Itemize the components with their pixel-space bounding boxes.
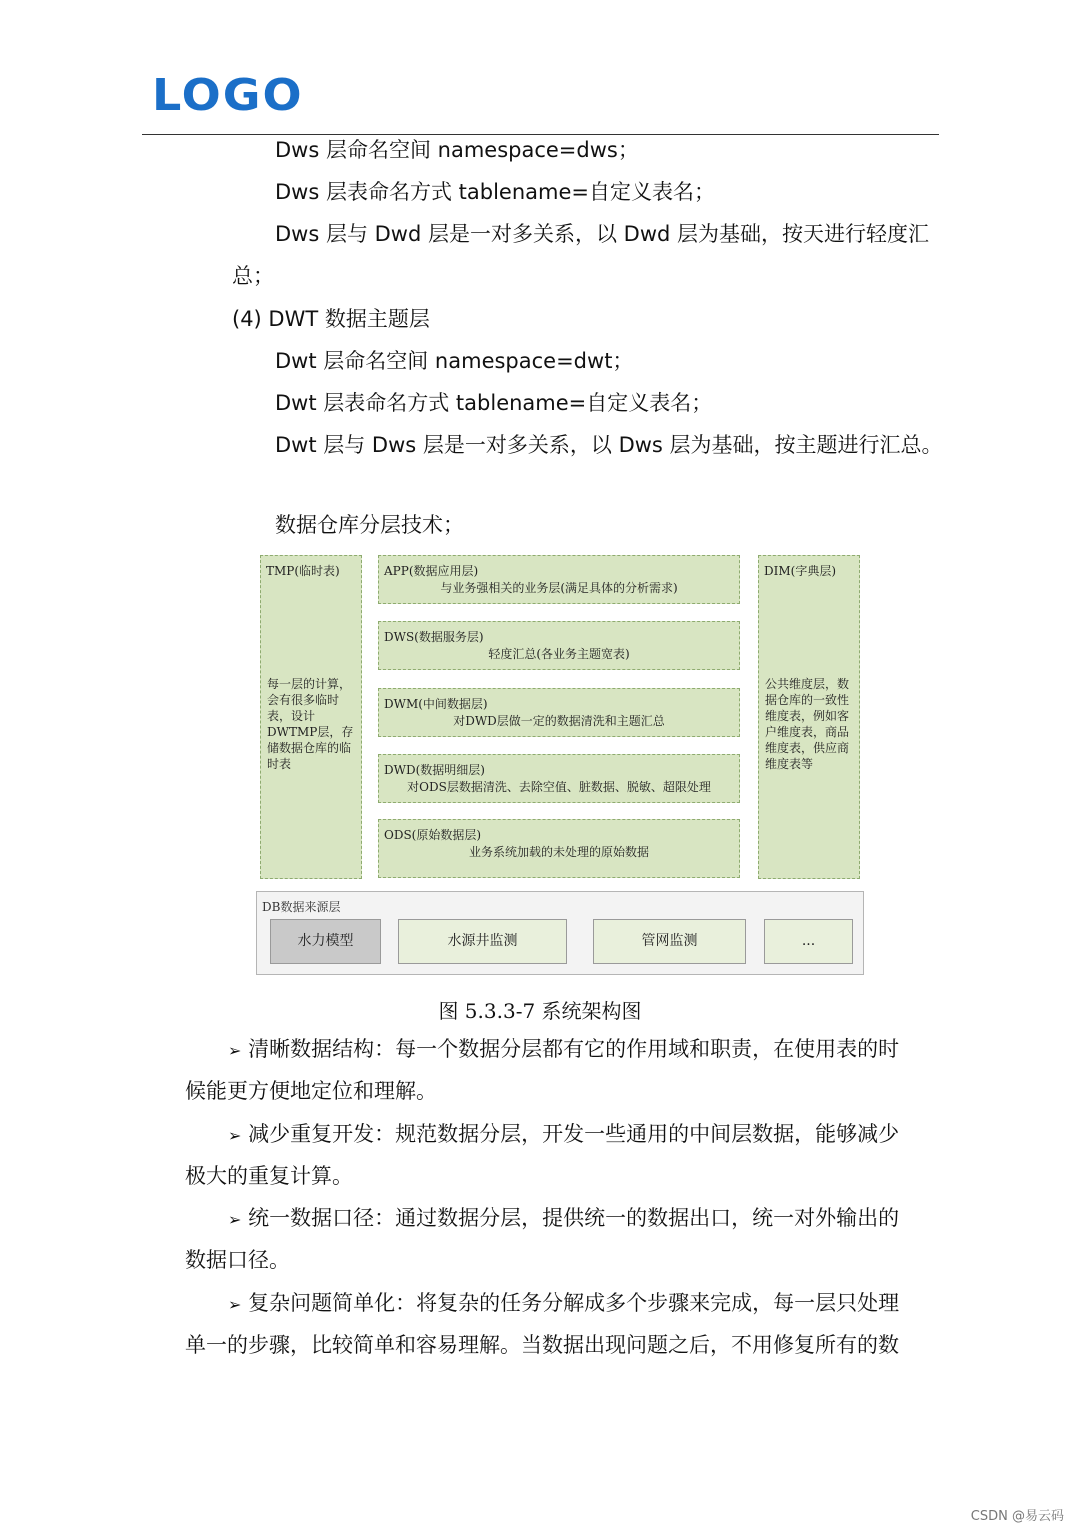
text-line: 总； bbox=[232, 264, 274, 288]
bullet-continuation: 单一的步骤，比较简单和容易理解。当数据出现问题之后，不用修复所有的数 bbox=[185, 1333, 899, 1357]
bullet-continuation: 极大的重复计算。 bbox=[185, 1164, 353, 1188]
layer-title: DWS(数据服务层) bbox=[384, 630, 484, 644]
bullet-arrow-icon: ➢ bbox=[228, 1041, 242, 1060]
bullet-arrow-icon: ➢ bbox=[228, 1210, 242, 1229]
dwd-layer-box bbox=[378, 754, 740, 803]
bullet-item bbox=[228, 1208, 899, 1229]
bullet-arrow-icon: ➢ bbox=[228, 1295, 242, 1314]
layer-title: DWM(中间数据层) bbox=[384, 697, 488, 711]
watermark: CSDN @易云码 bbox=[970, 1509, 1064, 1524]
tmp-layer-box bbox=[260, 555, 362, 879]
ods-layer-box bbox=[378, 819, 740, 878]
bullet-continuation: 数据口径。 bbox=[185, 1248, 290, 1272]
tmp-layer-title: TMP(临时表) bbox=[266, 564, 340, 578]
bullet-item bbox=[228, 1124, 899, 1145]
layer-desc: 与业务强相关的业务层(满足具体的分析需求) bbox=[440, 581, 678, 595]
text-line: Dws 层命名空间 namespace=dws； bbox=[275, 138, 639, 162]
dwm-layer-box bbox=[378, 688, 740, 737]
logo: LOGO bbox=[152, 69, 304, 121]
tmp-layer-body: 每一层的计算，会有很多临时表，设计DWTMP层，存储数据仓库的临时表 bbox=[267, 677, 354, 771]
section-heading: (4) DWT 数据主题层 bbox=[232, 307, 430, 331]
text-line: Dwt 层命名空间 namespace=dwt； bbox=[275, 349, 634, 373]
source-hydraulic-model: 水力模型 bbox=[270, 919, 381, 964]
text-line: Dws 层表命名方式 tablename=自定义表名； bbox=[275, 180, 715, 204]
text-line: Dws 层与 Dwd 层是一对多关系，以 Dwd 层为基础，按天进行轻度汇 bbox=[275, 222, 930, 246]
bullet-item bbox=[228, 1039, 899, 1060]
layer-title: DWD(数据明细层) bbox=[384, 763, 485, 777]
layer-desc: 对DWD层做一定的数据清洗和主题汇总 bbox=[453, 714, 665, 728]
dim-layer-box bbox=[758, 555, 860, 879]
text-line: 数据仓库分层技术； bbox=[275, 513, 464, 537]
text-line: Dwt 层表命名方式 tablename=自定义表名； bbox=[275, 391, 713, 415]
bullet-text: 减少重复开发：规范数据分层，开发一些通用的中间层数据，能够减少 bbox=[248, 1122, 900, 1146]
layer-title: APP(数据应用层) bbox=[384, 564, 479, 578]
db-layer-title: DB数据来源层 bbox=[262, 900, 341, 914]
layer-desc: 业务系统加载的未处理的原始数据 bbox=[468, 845, 649, 859]
text-line: Dwt 层与 Dws 层是一对多关系，以 Dws 层为基础，按主题进行汇总。 bbox=[275, 433, 943, 457]
bullet-text: 清晰数据结构：每一个数据分层都有它的作用域和职责，在使用表的时 bbox=[248, 1037, 900, 1061]
bullet-text: 复杂问题简单化：将复杂的任务分解成多个步骤来完成，每一层只处理 bbox=[248, 1291, 900, 1315]
source-well-monitoring: 水源井监测 bbox=[398, 919, 567, 964]
db-source-layer bbox=[256, 891, 864, 975]
source-pipe-monitoring: 管网监测 bbox=[593, 919, 746, 964]
dws-layer-box bbox=[378, 621, 740, 670]
layer-title: ODS(原始数据层) bbox=[384, 828, 482, 842]
bullet-continuation: 候能更方便地定位和理解。 bbox=[185, 1079, 437, 1103]
layer-desc: 对ODS层数据清洗、去除空值、脏数据、脱敏、超限处理 bbox=[407, 780, 711, 794]
layer-desc: 轻度汇总(各业务主题宽表) bbox=[488, 647, 630, 661]
bullet-arrow-icon: ➢ bbox=[228, 1126, 242, 1145]
architecture-diagram bbox=[256, 553, 866, 978]
dim-layer-body: 公共维度层，数据仓库的一致性维度表，例如客户维度表，商品维度表，供应商维度表等 bbox=[765, 677, 850, 771]
figure-caption: 图 5.3.3-7 系统架构图 bbox=[438, 999, 642, 1023]
dim-layer-title: DIM(字典层) bbox=[764, 564, 837, 578]
bullet-item bbox=[228, 1293, 899, 1314]
app-layer-box bbox=[378, 555, 740, 604]
header-rule bbox=[142, 134, 939, 135]
bullet-text: 统一数据口径：通过数据分层，提供统一的数据出口，统一对外输出的 bbox=[248, 1206, 900, 1230]
source-more: ... bbox=[764, 919, 853, 964]
